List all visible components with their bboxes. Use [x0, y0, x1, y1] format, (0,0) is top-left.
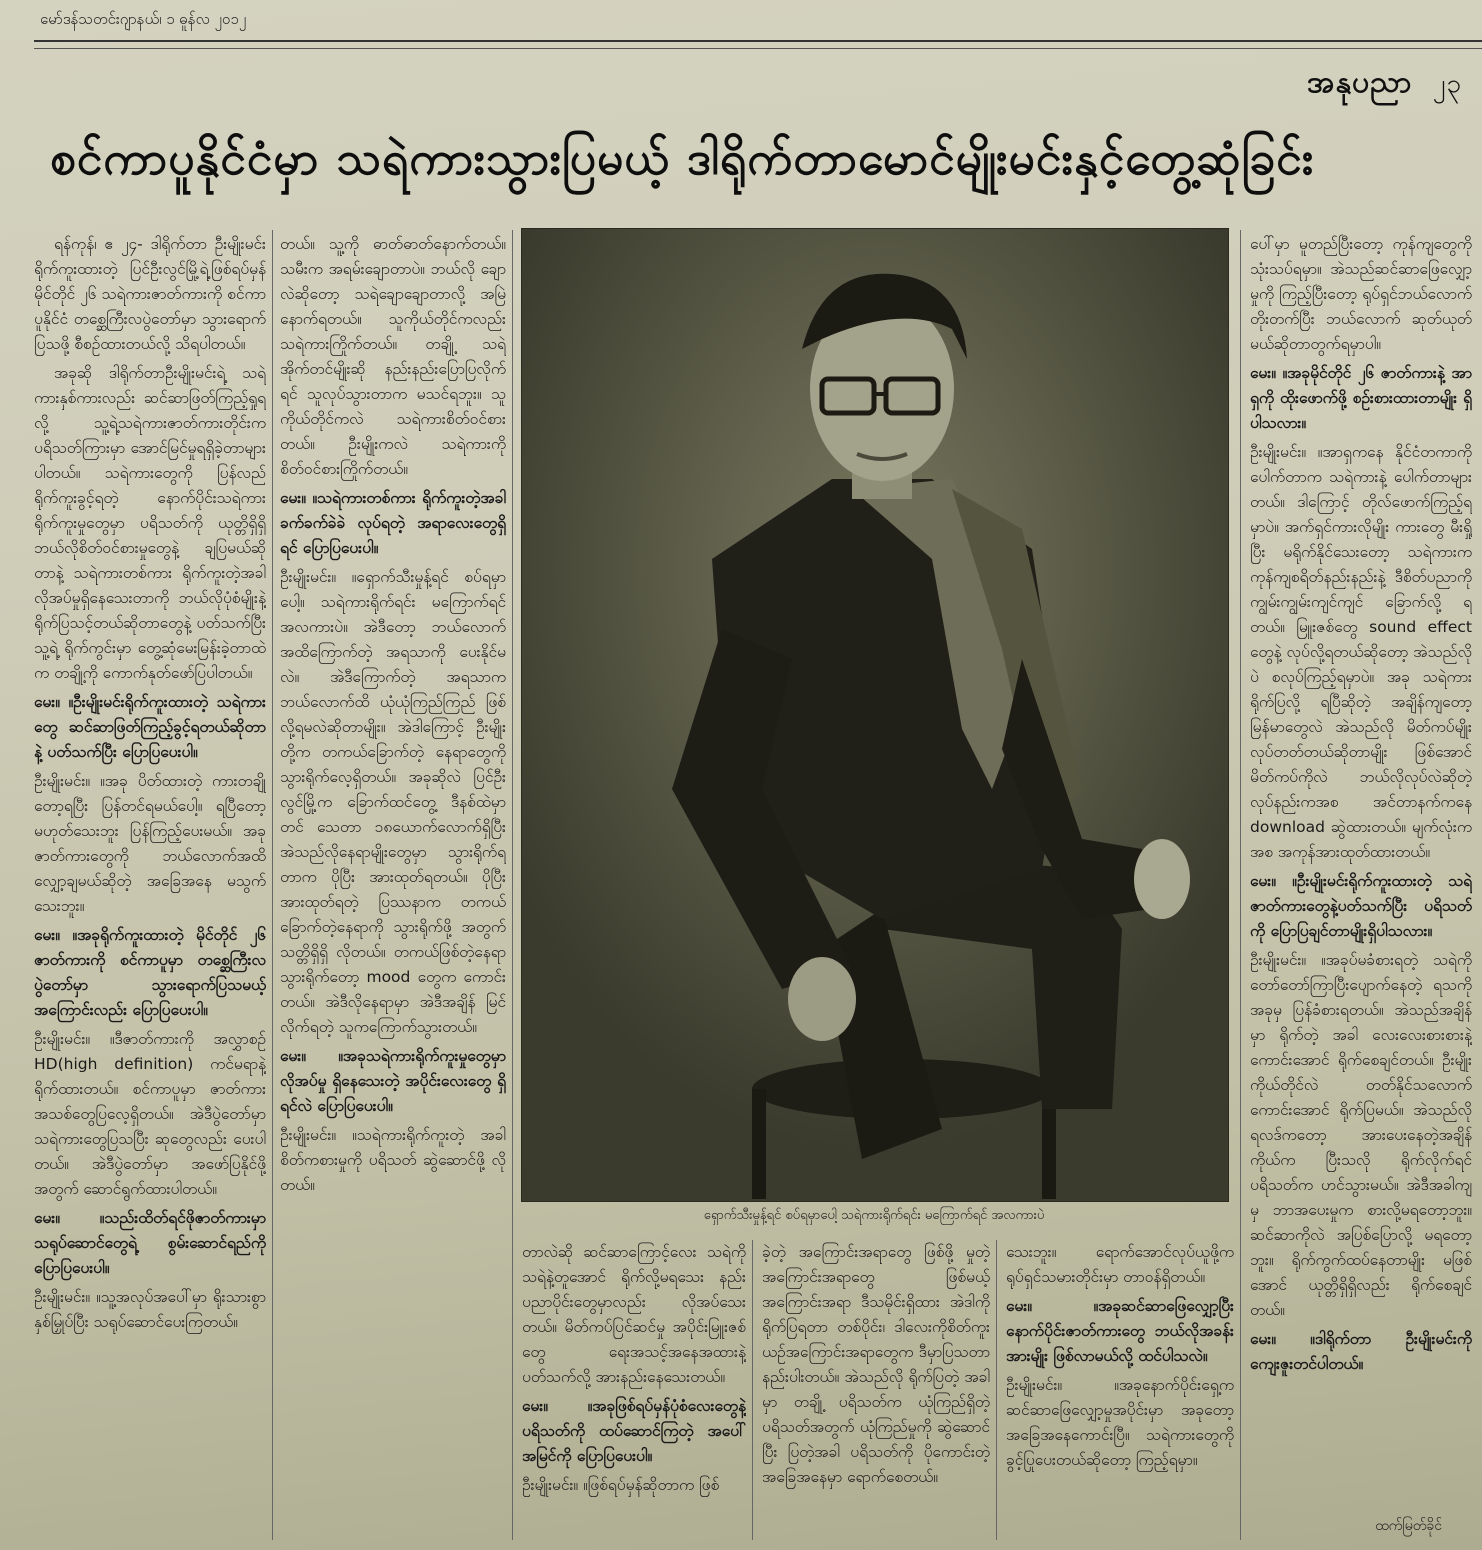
article-paragraph: အခုဆို ဒါရိုက်တာဦးမျိုးမင်းရဲ့ သရဲကားနှစ်ကားလည်း ဆင်ဆာဖြတ်ကြည့်ရှုရလို့ သူ့ရဲ့သရဲကားဇာတ်ကားတိုင်းက ပရိသတ်ကြားမှာ အောင်မြင်မှုရရှိခဲ့တာများပါတယ်။ သရဲကားတွေကို ပြန်လည်ရိုက်ကူးခွင့်ရတဲ့ နောက်ပိုင်းသရဲကား ရိုက်ကူးမှုတွေမှာ ပရိသတ်ကို ယုတ္တိရှိရှိ ဘယ်လိုစိတ်ဝင်စားမှုတွေနဲ့ ချပြမယ်ဆိုတာနဲ့ သရဲကားတစ်ကား ရိုက်ကူးတဲ့အခါ လိုအပ်မှုရှိနေသေးတာကို ဘယ်လိုပုံစံမျိုးနဲ့ ရိုက်ပြသင့်တယ်ဆိုတာတွေနဲ့ ပတ်သက်ပြီး သူ့ရဲ့ ရိုက်ကွင်းမှာ တွေ့ဆုံမေးမြန်းခဲ့တာထဲက တချို့ကို ကောက်နုတ်ဖော်ပြပါတယ်။	[34, 364, 266, 682]
article-paragraph: တာလဲဆို ဆင်ဆာကြောင့်လေး သရဲကို သရဲနဲ့တူအောင် ရိုက်လို့မရသေး နည်းပညာပိုင်းတွေမှာလည်း လိုအပ်သေးတယ်။ မိတ်ကပ်ပြင်ဆင်မှု အပိုင်းမြူးဇစ်တွေ ရေးအသင့်အနေအထားနဲ့ ပတ်သက်လို့ အားနည်းနေသေးတယ်။	[522, 1243, 746, 1386]
photo-caption: ရှောက်သီးမှုန့်ရင် စပ်ရမှာပေါ့ သရဲကားရိုက်ရင်း မကြောက်ရင် အလကားပဲ	[703, 1208, 1045, 1223]
article-paragraph: ဦးမျိုးမင်း။ ။ရှောက်သီးမှုန့်ရင် စပ်ရမှာပေါ့။ သရဲကားရိုက်ရင်း မကြောက်ရင် အလကားပဲ။ အဲဒီတော့ ဘယ်လောက်အထိကြောက်တဲ့ အရသာကို ပေးနိုင်မလဲ။ အဲဒီကြောက်တဲ့ အရသာက ဘယ်လောက်ထိ ယုံယုံကြည်ကြည် ဖြစ်လို့ရမလဲဆိုတာမျိုး။ အဲဒါကြောင့် ဦးမျိုးတို့က တကယ်ခြောက်တဲ့ နေရာတွေကို သွားရိုက်လေ့ရှိတယ်။ အခုဆိုလဲ ပြင်ဦးလွင်မြို့က ခြောက်ထင်တွေ့ ဒီနစ်ထဲမှာတင် သေတာ ၁၈ယောက်လောက်ရှိပြီး အဲသည်လိုနေရာမျိုးတွေမှာ သွားရိုက်ရတာက ပိုပြီး အားထုတ်ရတယ်။ ပိုပြီးအားထုတ်ရတဲ့ ပြဿနာက တကယ်ခြောက်တဲ့နေရာကို သွားရိုက်ဖို့ အတွက် သတ္တိရှိရှိ လိုတယ်။ တကယ်ဖြစ်တဲ့နေရာ သွားရိုက်တော့ mood တွေက ကောင်းတယ်။ အဲဒီလိုနေရာမှာ အဲဒီအချိန် မြင်လိုက်ရတဲ့ သူကကြောက်သွားတယ်။	[280, 568, 506, 1036]
article-paragraph: သေးဘူး။ ရောက်အောင်လုပ်ယူဖို့က ရုပ်ရှင်သမားတိုင်းမှာ တာဝန်ရှိတယ်။	[1006, 1243, 1234, 1286]
column-divider	[272, 230, 273, 1540]
article-paragraph: ဦးမျိုးမင်း။ ။သူ့အလုပ်အပေါ်မှာ ရိုးသားစွာ နှစ်မြှုပ်ပြီး သရုပ်ဆောင်ပေးကြတယ်။	[34, 1288, 266, 1331]
column-divider	[1240, 230, 1241, 1540]
section-masthead	[1307, 62, 1462, 107]
column-divider	[752, 1240, 753, 1540]
article-paragraph: ဦးမျိုးမင်း။ ။သရဲကားရိုက်ကူးတဲ့ အခါ စိတ်ကစားမှုကို ပရိသတ် ဆွဲဆောင်ဖို့ လိုတယ်။	[280, 1126, 506, 1194]
interview-question: မေး။ ။ဒါရိုက်တာ ဦးမျိုးမင်းကို ကျေးဇူးတင်ပါတယ်။	[1250, 1330, 1472, 1373]
section-name: အနုပညာ	[1307, 65, 1413, 100]
column-bottom-3	[1006, 1240, 1234, 1540]
top-rule-thin	[34, 48, 1482, 49]
interview-question: မေး။ ။ဦးမျိုးမင်းရိုက်ကူးထားတဲ့ သရဲဇာတ်ကားတွေနဲ့ပတ်သက်ပြီး ပရိသတ်ကို ပြောပြချင်တာမျိုးရှိပါသလား။	[1250, 872, 1472, 940]
interview-question: မေး။ ။သရဲကားတစ်ကား ရိုက်ကူးတဲ့အခါ ခက်ခက်ခဲခဲ လုပ်ရတဲ့ အရာလေးတွေရှိရင် ပြောပြပေးပါ။	[280, 489, 506, 557]
article-paragraph: ပေါ်မှာ မူတည်ပြီးတော့ ကုန်ကျတွေကို သုံးသပ်ရမှာ။ အဲသည်ဆင်ဆာဖြေလျှော့မှုကို ကြည့်ပြီးတော့ ရုပ်ရှင်ဘယ်လောက် တိုးတက်ပြီး ဘယ်လောက် ဆုတ်ယုတ်မယ်ဆိုတာတွက်ရမှာပါ။	[1250, 235, 1472, 353]
interview-question: မေး။ ။အခုမိုင်တိုင် ၂၆ ဇာတ်ကားနဲ့ အာရှကို ထိုးဖောက်ဖို့ စဉ်းစားထားတာမျိုး ရှိပါသလား။	[1250, 364, 1472, 432]
interview-question: မေး။ ။သည်းထိတ်ရင်ဖိုဇာတ်ကားမှာ သရုပ်ဆောင်တွေရဲ့ စွမ်းဆောင်ရည်ကို ပြောပြပေးပါ။	[34, 1209, 266, 1277]
byline: ထက်မြတ်ခိုင်	[1375, 1518, 1442, 1534]
article-paragraph: ခဲ့တဲ့ အကြောင်းအရာတွေ ဖြစ်ဖို့ မှုတဲ့ အကြောင်းအရာတွေ ဖြစ်မယ့်အကြောင်းအရာ ဒီသမိုင်းရှိထား အဲဒါကို ရိုက်ပြရတာ တစ်ပိုင်း၊ ဒါလေးကိုစိတ်ကူးယဉ်အကြောင်းအရာတွေက ဒီမှာပြသတာ နည်းပါးတယ်။ အဲသည်လို ရိုက်ပြတဲ့ အခါမှာ တချို့ ပရိသတ်က ယုံကြည်ရှိတဲ့ ပရိသတ်အတွက် ယုံကြည်မှုကို ဆွဲဆောင်ပြီး ပြတဲ့အခါ ပရိသတ်ကို ပိုကောင်းတဲ့ အခြေအနေမှာ ရောက်စေတယ်။	[762, 1243, 990, 1486]
page-number: ၂၃	[1432, 69, 1462, 99]
article-paragraph: ဦးမျိုးမင်း။ ။အခုနောက်ပိုင်းရှေ့က ဆင်ဆာဖြေလျှော့မှုအပိုင်းမှာ အခုတော့ အခြေအနေကောင်းပြီ။ သရဲကားတွေကို ခွင့်ပြုပေးတယ်ဆိုတော့ ကြည့်ရမှာ။	[1006, 1376, 1234, 1469]
column-divider	[996, 1240, 997, 1540]
article-paragraph: ဦးမျိုးမင်း။ ။အခု ပိတ်ထားတဲ့ ကားတချို့ တော့ရပြီး ပြန်တင်ရမယ်ပေါ့။ ရပြီတော့ မဟုတ်သေးဘူး ပြန်ကြည့်ပေးမယ်။ အခု ဇာတ်ကားတွေကို ဘယ်လောက်အထိ လျှော့ချမယ်ဆိုတဲ့ အခြေအနေ မသွက်သေးဘူး။	[34, 772, 266, 915]
column-bottom-1	[522, 1240, 746, 1540]
column-2	[280, 232, 506, 1237]
interview-question: မေး။ ။အခုဆင်ဆာဖြေလျှော့ပြီး နောက်ပိုင်းဇာတ်ကားတွေ ဘယ်လိုအခန်းအားမျိုး ဖြစ်လာမယ်လို့ ထင်ပါသလဲ။	[1006, 1297, 1234, 1365]
interview-question: မေး။ ။ဦးမျိုးမင်းရိုက်ကူးထားတဲ့ သရဲကားတွေ ဆင်ဆာဖြတ်ကြည့်ခွင့်ရတယ်ဆိုတာနဲ့ ပတ်သက်ပြီး ပြောပြပေးပါ။	[34, 693, 266, 761]
article-paragraph: ဦးမျိုးမင်း။ ။အခုပ်မခံစားရတဲ့ သရဲကို တော်တော်ကြာပြီးပျောက်နေတဲ့ ရသကို အခုမှ ပြန်ခံစားရတယ်။ အဲသည်အချိန်မှာ ရိုက်တဲ့ အခါ လေးလေးစားစားနဲ့ ကောင်းအောင် ရိုက်စေချင်တယ်။ ဦးမျိုးကိုယ်တိုင်လဲ တတ်နိုင်သလောက် ကောင်းအောင် ရိုက်ပြမယ်။ အဲသည်လိုရလဒ်ကတော့ အားပေးနေတဲ့အချိန်ကိုယ်က ပြီးသလို ရိုက်လိုက်ရင် ပရိသတ်က ဟင်သွားမယ်။ အဲဒီအခါကျမှ ဘာအပေးမှုက စားလို့မရတော့ဘူး။ ဆင်ဆာကိုလဲ အပြစ်ပြောလို့ မရတော့ဘူး။ ရိုက်ကွက်ထပ်နေတာမျိုး မဖြစ်အောင် ယုတ္တိရှိရှိလည်း ရိုက်စေချင်တယ်။	[1250, 951, 1472, 1319]
column-divider	[512, 230, 513, 1540]
column-bottom-2	[762, 1240, 990, 1540]
dateline: မော်ဒန်သတင်းဂျာနယ်၊ ၁ ဓူန်လ ၂၀၁၂	[40, 10, 247, 28]
column-1	[34, 232, 266, 1542]
article-paragraph: ဦးမျိုးမင်း။ ။ဒီဇာတ်ကားကို အလွှာစဉ် HD(high definition) ကင်မရာနဲ့ ရိုက်ထားတယ်။ စင်ကာပူမှာ ဇာတ်ကားအသစ်တွေပြလေ့ရှိတယ်။ အဲဒီပွဲတော်မှာ သရဲကားတွေပြသပြီး ဆုတွေလည်း ပေးပါတယ်။ အဲဒီပွဲတော်မှာ အဖော်ပြနိုင်ဖို့ အတွက် ဆောင်ရွက်ထားပါတယ်။	[34, 1030, 266, 1198]
article-paragraph: ဦးမျိုးမင်း။ ။ဖြစ်ရပ်မှန်ဆိုတာက ဖြစ်	[522, 1476, 720, 1494]
interview-question: မေး။ ။အခုရိုက်ကူးထားတဲ့ မိုင်တိုင် ၂၆ ဇာတ်ကားကို စင်ကာပူမှာ တစ္ဆေကြီးလပွဲတော်မှာ သွားရောက်ပြသမယ့်အကြောင်းလည်း ပြောပြပေးပါ။	[34, 926, 266, 1019]
column-3	[1250, 232, 1472, 1512]
article-paragraph: ရန်ကုန်၊ ဧ ၂၄- ဒါရိုက်တာ ဦးမျိုးမင်းရိုက်ကူးထားတဲ့ ပြင်ဦးလွင်မြို့ရဲ့ဖြစ်ရပ်မှန်မိုင်တိုင် ၂၆ သရဲကားဇာတ်ကားကို စင်ကာပူနိုင်ငံ တစ္ဆေကြီးလပွဲတော်မှာ သွားရောက်ပြသဖို့ စီစဉ်ထားတယ်လို့ သိရပါတယ်။	[34, 235, 266, 353]
portrait-photo	[521, 228, 1229, 1202]
top-rule	[34, 40, 1482, 42]
article-paragraph: တယ်။ သူ့ကို ဓာတ်ဓာတ်နောက်တယ်။ သမီးက အရမ်းချောတာပဲ။ ဘယ်လို ချောလဲဆိုတော့ သရဲချောချောတာလို့ အမြဲနောက်ရတယ်။ သူကိုယ်တိုင်ကလည်း သရဲကားကြိုက်တယ်။ တချို့ သရဲအိုက်တင်မျိုးဆို နည်းနည်းပြောပြလိုက်ရင် သူလုပ်သွားတာက မသင်ရဘူး။ သူကိုယ်တိုင်ကလဲ သရဲကားစိတ်ဝင်စားတယ်။ ဦးမျိုးကလဲ သရဲကားကို စိတ်ဝင်စားကြိုက်တယ်။	[280, 235, 506, 478]
interview-question: မေး။ ။အခုဖြစ်ရပ်မှန်ပုံစံလေးတွေနဲ့ ပရိသတ်ကို ထပ်ဆောင်ကြတဲ့ အပေါ် အမြင်ကို ပြောပြပေးပါ။	[522, 1397, 746, 1465]
article-paragraph: ဦးမျိုးမင်း။ ။အာရှကနေ နိုင်ငံတကာကို ပေါက်တာက သရဲကားနဲ့ ပေါက်တာများတယ်။ ဒါကြောင့် တိုလ်ဖောက်ကြည့်ရမှာပဲ။ အက်ရှင်ကားလိုမျိုး ကားတွေ မီးရှို့ပြီး မရိုက်နိုင်သေးတော့ သရဲကားက ကုန်ကျစရိတ်နည်းနည်းနဲ့ ဒီစိတ်ပညာကို ကျွမ်းကျွမ်းကျင်ကျင် ခြောက်လို့ ရတယ်။ မြူးဇစ်တွေ sound effect တွေနဲ့ လုပ်လို့ရတယ်ဆိုတော့ အဲသည်လိုပဲ စလုပ်ကြည့်ရမှာပဲ။ အခု သရဲကားရိုက်ပြလို့ ရပြီဆိုတဲ့ အချိန်ကျတော့ မြန်မာတွေလဲ အဲသည်လို မိတ်ကပ်မျိုး လုပ်တတ်တယ်ဆိုတာမျိုး ဖြစ်အောင် မိတ်ကပ်ကိုလဲ ဘယ်လိုလုပ်လဲဆိုတဲ့ လုပ်နည်းကအစ အင်တာနက်ကနေ download ဆွဲထားတယ်။ မျက်လုံးကအစ အကုန်အားထုတ်ထားတယ်။	[1250, 443, 1472, 861]
portrait-figure	[522, 229, 1228, 1201]
article-headline: စင်ကာပူနိုင်ငံမှာ သရဲကားသွားပြမယ့် ဒါရိုက်တာမောင်မျိုးမင်းနှင့်တွေ့ဆုံခြင်း	[50, 131, 1315, 185]
interview-question: မေး။ ။အခုသရဲကားရိုက်ကူးမှုတွေမှာ လိုအပ်မှု ရှိနေသေးတဲ့ အပိုင်းလေးတွေ ရှိရင်လဲ ပြောပြပေးပါ။	[280, 1047, 506, 1115]
